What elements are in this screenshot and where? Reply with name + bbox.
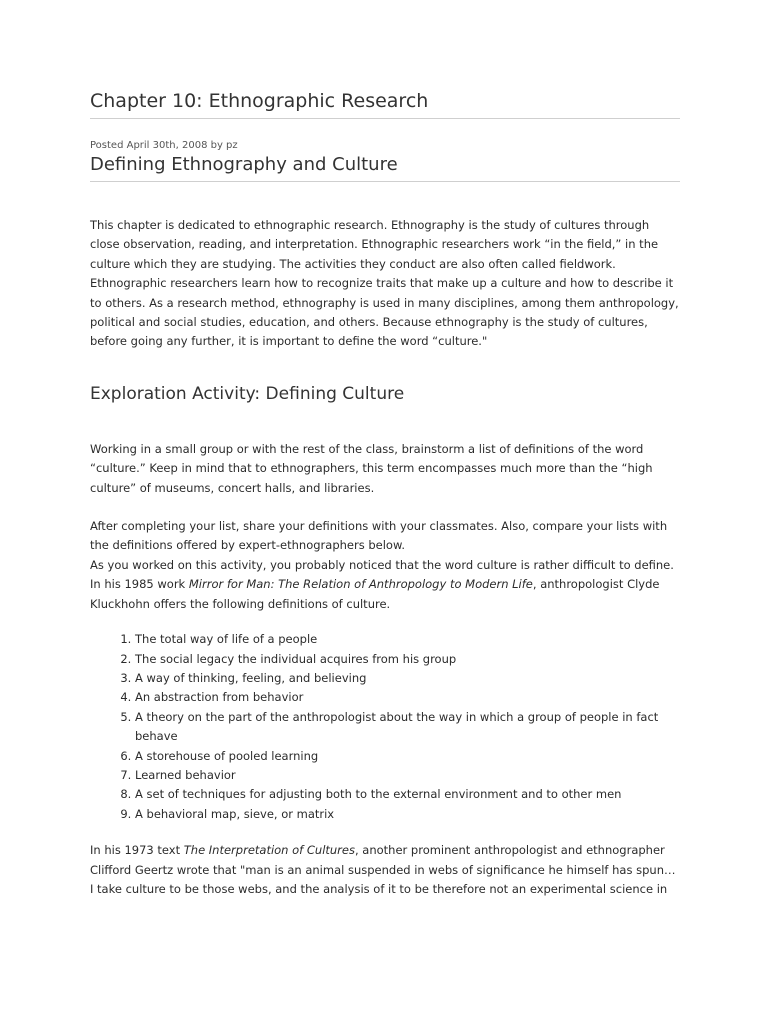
intro-paragraph: This chapter is dedicated to ethnographic research. Ethnography is the study of cultures through close observation, reading, and interpretation. Ethnographic researchers work “in the field,” in the culture which they are studying. The activities they conduct are also often called fieldwork. Ethnographic researchers learn how to recognize traits that make up a culture and how to describe it to others. As a research method, ethnography is used in many disciplines, among them anthropology, political and social studies, education, and others. Because ethnography is the study of cultures, before going any further, it is important to define the word “culture.": [90, 218, 679, 349]
after-list-line2: As you worked on this activity, you probably noticed that the word culture is rather difficult to define.: [90, 557, 674, 572]
after-list-paragraph: [90, 517, 680, 614]
geertz-book-title: The Interpretation of Cultures: [183, 843, 355, 858]
geertz-after: , another prominent anthropologist and ethnographer Clifford Geertz wrote that "man is an animal suspended in webs of significance he himself has spun… I take culture to be those webs, and the analysis of it to be therefore not an experimental science in: [90, 843, 676, 896]
list-item: 3. A way of thinking, feeling, and believing: [135, 669, 680, 688]
list-item: 8. A set of techniques for adjusting both to the external environment and to other men: [135, 785, 680, 804]
geertz-before: In his 1973 text: [90, 843, 184, 858]
list-item: 2. The social legacy the individual acquires from his group: [135, 650, 680, 669]
list-item: 5. A theory on the part of the anthropologist about the way in which a group of people in fact behave: [135, 708, 680, 747]
kluckhohn-after: , anthropologist Clyde Kluckhohn offers the following definitions of culture.: [90, 577, 660, 611]
list-item: 9. A behavioral map, sieve, or matrix: [135, 805, 680, 824]
geertz-paragraph: [90, 841, 680, 899]
activity-paragraph: Working in a small group or with the rest of the class, brainstorm a list of definitions of the word “culture.” Keep in mind that to ethnographers, this term encompasses much more than the “high culture” of museums, concert halls, and libraries.: [90, 441, 653, 495]
chapter-title: Chapter 10: Ethnographic Research: [90, 88, 680, 119]
list-item: 7. Learned behavior: [135, 766, 680, 785]
kluckhohn-before: In his 1985 work: [90, 577, 189, 592]
after-list-line1: After completing your list, share your definitions with your classmates. Also, compare your lists with the definitions offered by expert-ethnographers below.: [90, 519, 668, 553]
definitions-list: [90, 630, 680, 824]
post-title: Defining Ethnography and Culture: [90, 153, 680, 182]
section-heading: Exploration Activity: Defining Culture: [90, 383, 405, 404]
list-item: 6. A storehouse of pooled learning: [135, 747, 680, 766]
post-meta: Posted April 30th, 2008 by pz: [90, 140, 238, 151]
list-item: 1. The total way of life of a people: [135, 630, 680, 649]
kluckhohn-book-title: Mirror for Man: The Relation of Anthropology to Modern Life: [188, 577, 533, 592]
article: [90, 88, 680, 899]
list-item: 4. An abstraction from behavior: [135, 688, 680, 707]
